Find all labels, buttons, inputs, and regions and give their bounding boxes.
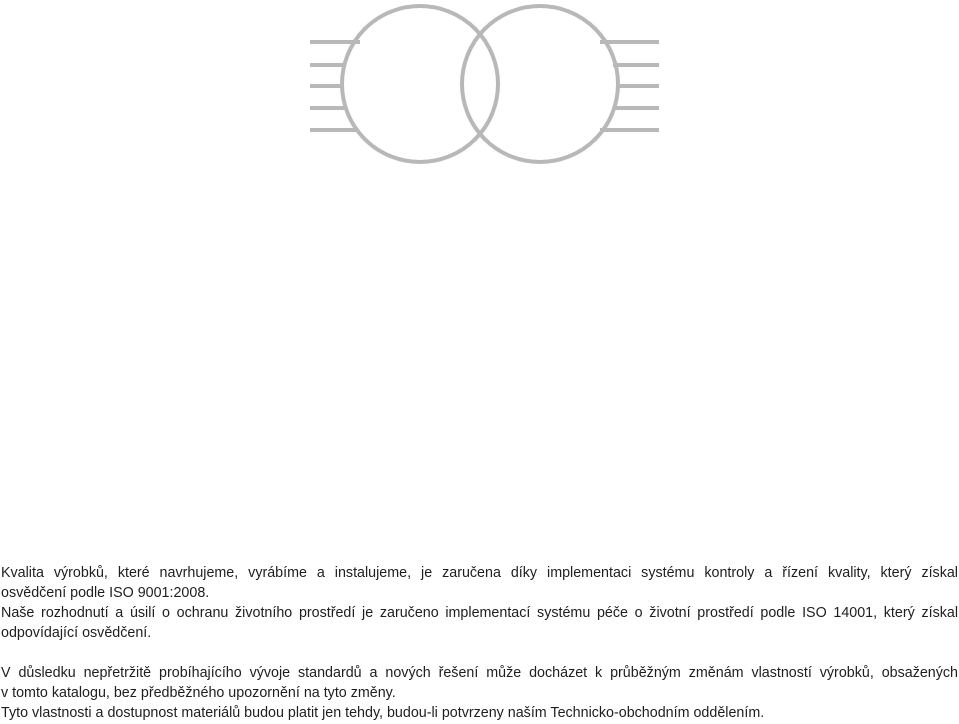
quality-line-2: osvědčení podle ISO 9001:2008. (1, 585, 210, 601)
right-circle (462, 6, 618, 162)
disclaimer-line-2: v tomto katalogu, bez předběžného upozornění na tyto změny. (1, 685, 396, 701)
disclaimer-line-1: V důsledku nepřetržitě probíhajícího vývoje standardů a nových řešení může docházet k průběžným změnám vlastností výrobků, obsažených (1, 665, 958, 681)
left-circle (342, 6, 498, 162)
disclaimer-line-3: Tyto vlastnosti a dostupnost materiálů budou platit jen tehdy, budou-li potvrzeny naším Technicko-obchodním oddělením. (1, 705, 765, 721)
quality-line-1: Kvalita výrobků, které navrhujeme, vyrábíme a instalujeme, je zaručena díky implementaci systému kontroly a řízení kvality, který získal (1, 565, 958, 581)
disclaimer-paragraph (1, 663, 958, 723)
environment-line-1: Naše rozhodnutí a úsilí o ochranu životního prostředí je zaručeno implementací systému péče o životní prostředí podle ISO 14001, který získal (1, 605, 958, 621)
quality-paragraph (1, 563, 958, 643)
environment-line-2: odpovídající osvědčení. (1, 625, 152, 641)
two-overlapping-circles-logo-icon (0, 0, 959, 170)
